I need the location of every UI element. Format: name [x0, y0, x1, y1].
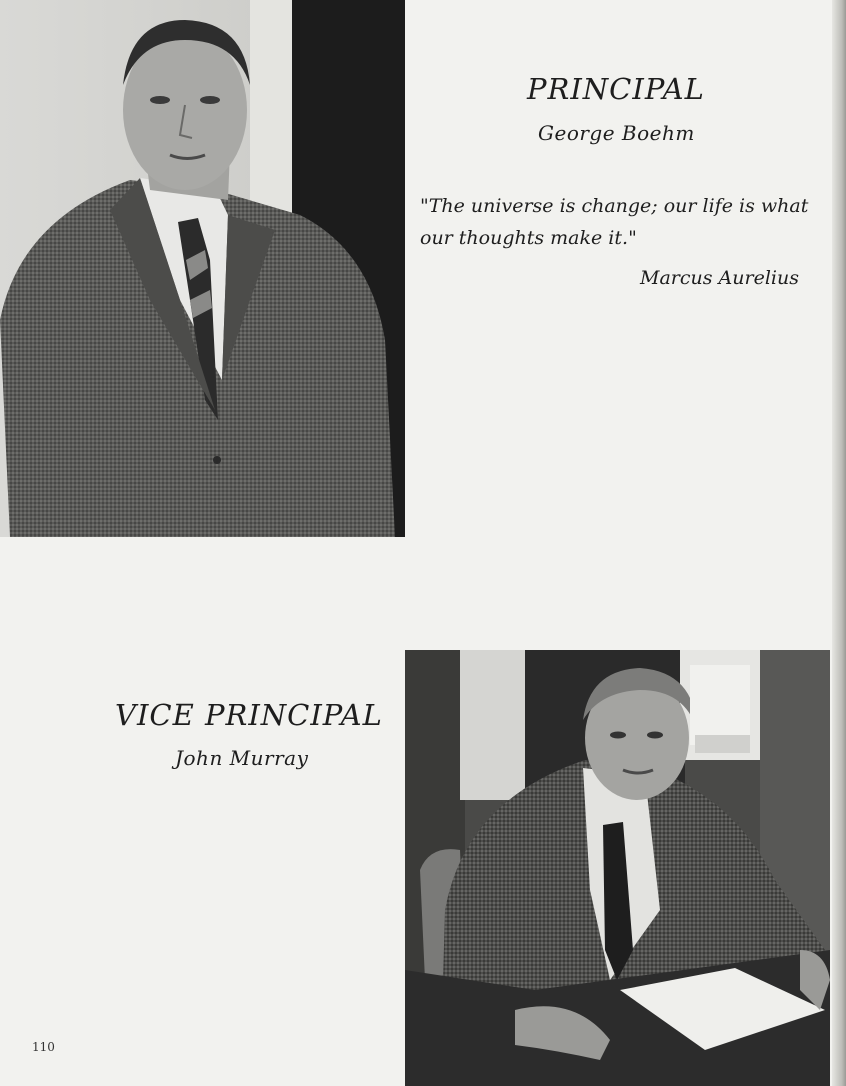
- vice-principal-name: John Murray: [175, 746, 309, 770]
- page-number: 110: [32, 1040, 55, 1054]
- principal-name: George Boehm: [538, 121, 695, 145]
- quote-line-1: "The universe is change; our life is what: [420, 195, 809, 217]
- principal-quote: [420, 190, 820, 254]
- page-edge: [832, 0, 846, 1086]
- principal-photo: [0, 0, 405, 537]
- quote-line-2: our thoughts make it.": [420, 227, 637, 249]
- principal-photo-graphic: [0, 0, 405, 537]
- vice-principal-photo-graphic: [405, 650, 830, 1086]
- quote-author: Marcus Aurelius: [640, 267, 799, 289]
- vice-principal-heading: VICE PRINCIPAL: [115, 698, 383, 732]
- vice-principal-photo: [405, 650, 830, 1086]
- principal-heading: PRINCIPAL: [527, 72, 705, 106]
